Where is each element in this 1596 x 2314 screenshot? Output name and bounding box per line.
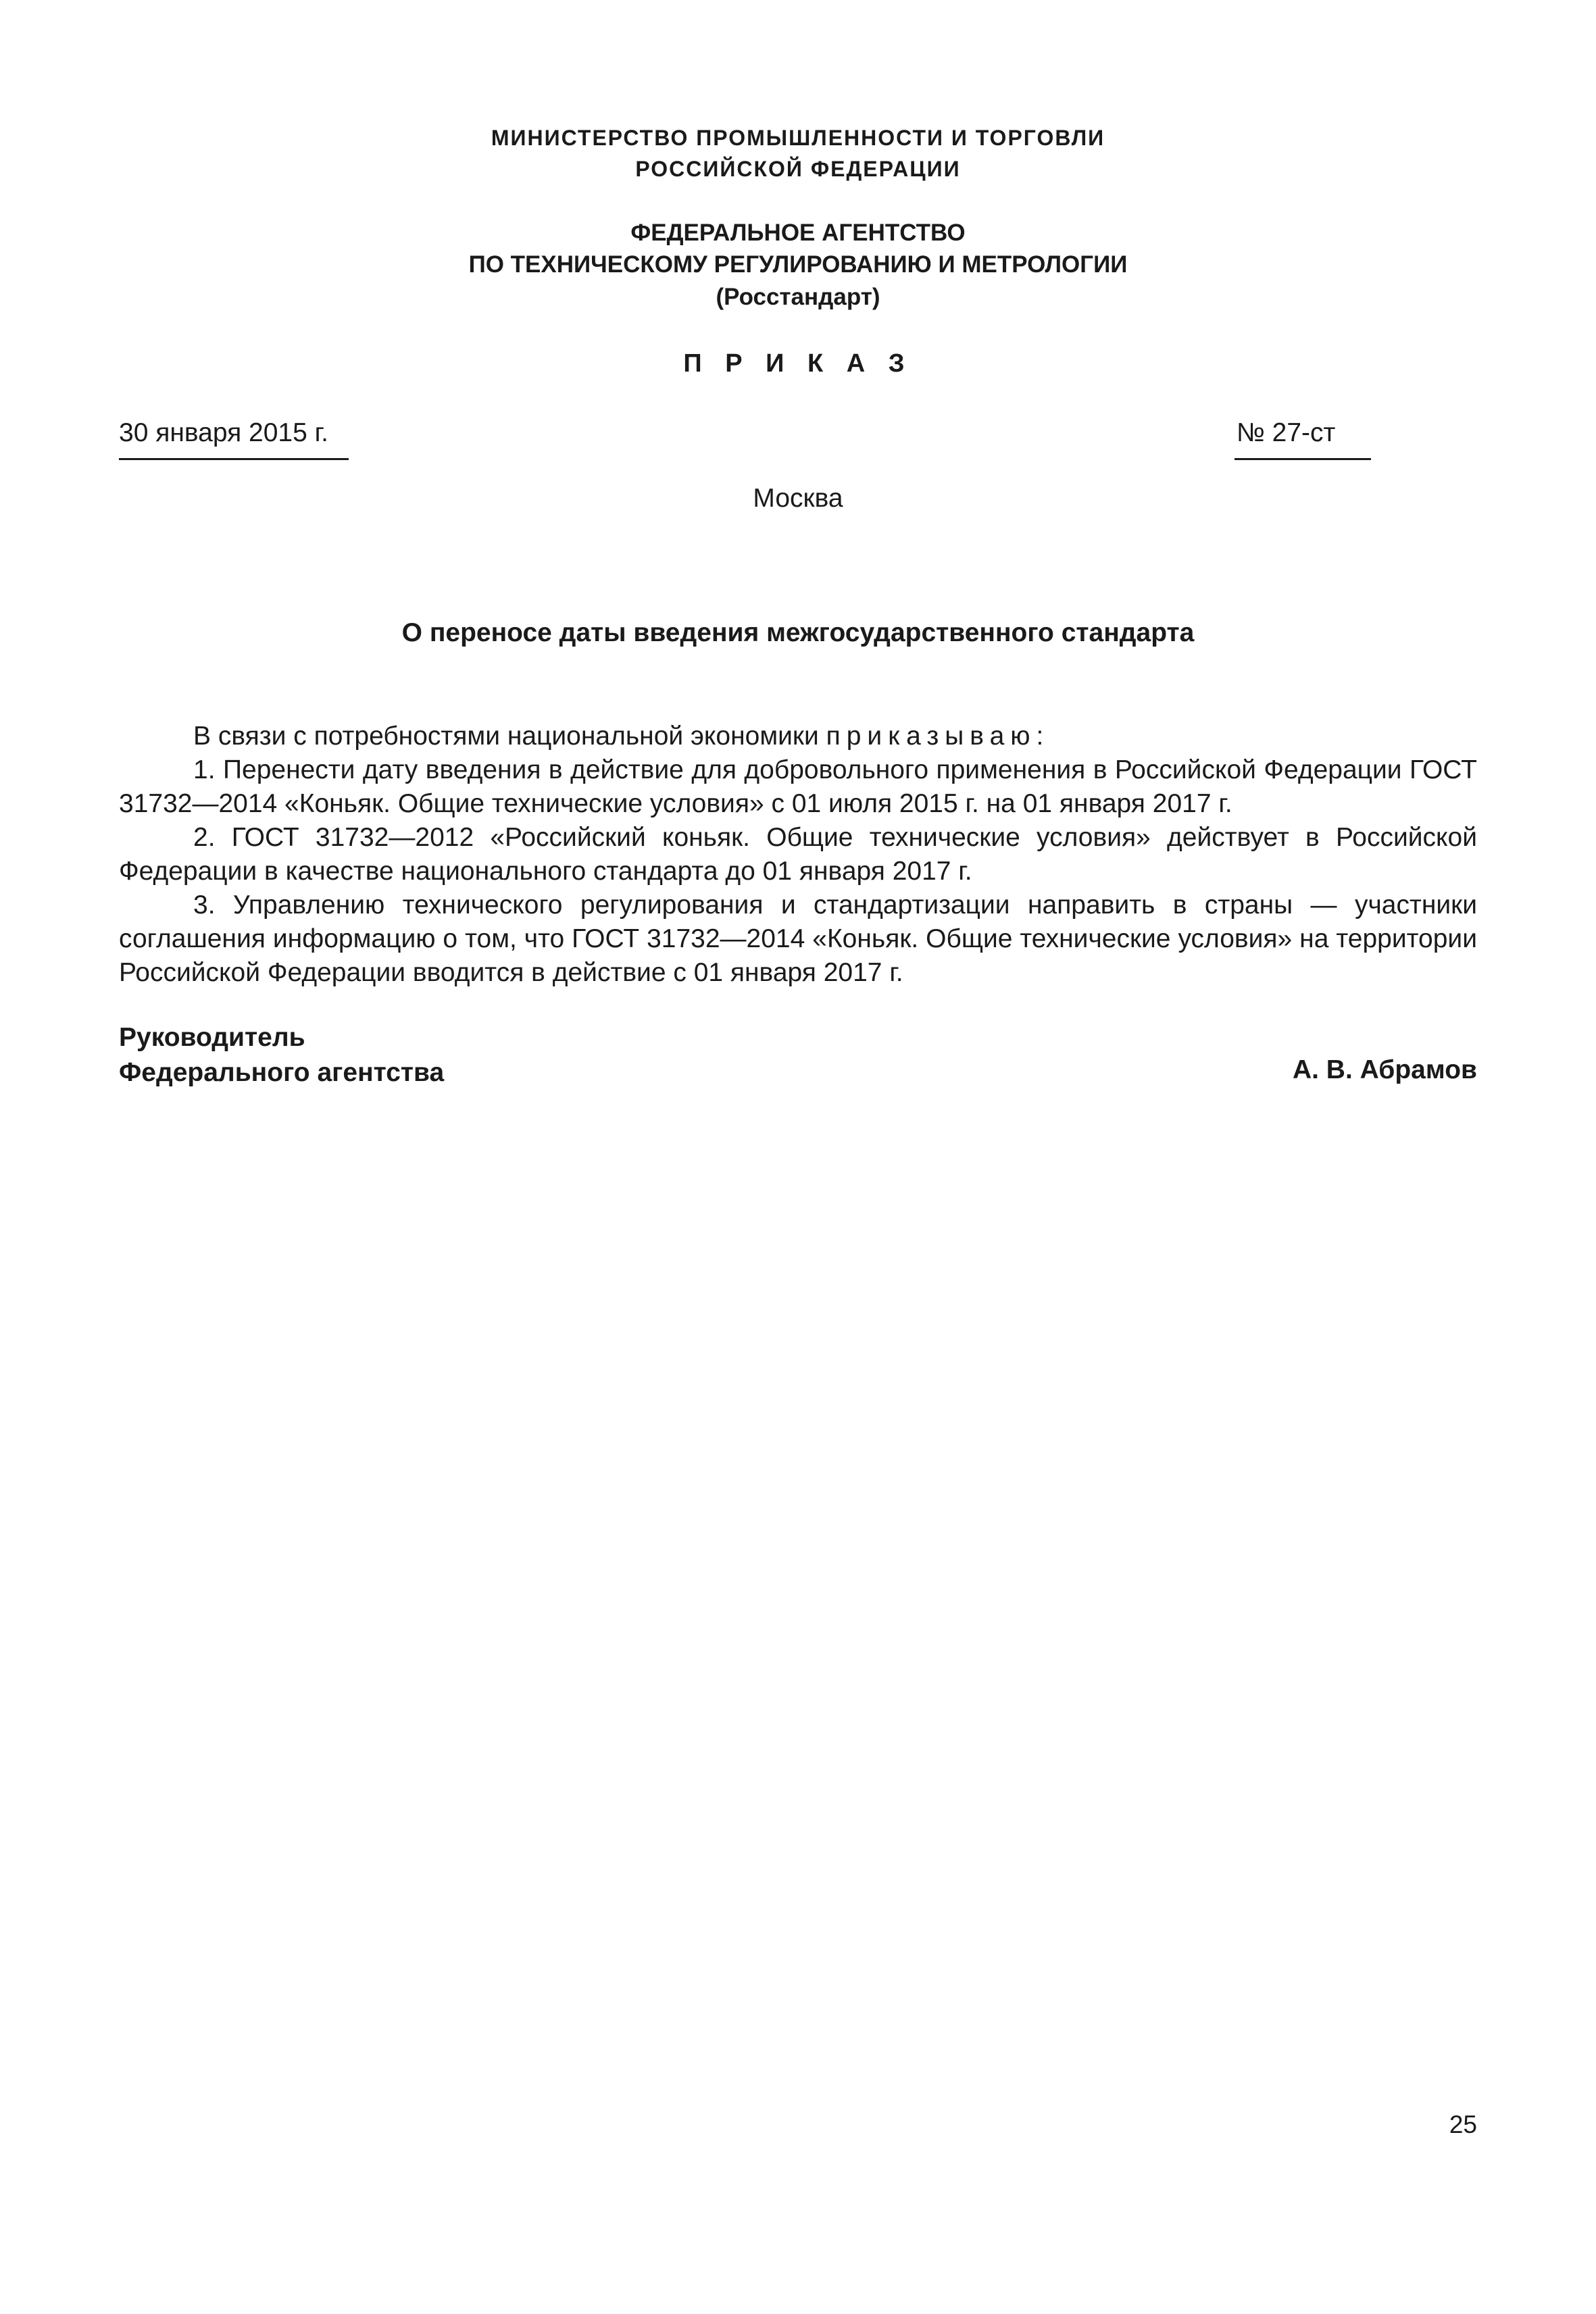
document-date: 30 января 2015 г. — [119, 418, 328, 447]
signatory-name: А. В. Абрамов — [1292, 1055, 1477, 1084]
document-type: П Р И К А З — [683, 349, 913, 378]
page-number: 25 — [1449, 2111, 1477, 2138]
document-city: Москва — [753, 484, 843, 513]
signatory-role-line1: Руководитель — [119, 1023, 305, 1052]
date-underline — [119, 458, 349, 460]
ministry-name-line1: МИНИСТЕРСТВО ПРОМЫШЛЕННОСТИ И ТОРГОВЛИ — [491, 126, 1105, 150]
document-body — [119, 720, 1477, 990]
signatory-role-line2: Федерального агентства — [119, 1058, 445, 1087]
intro-keyword: приказываю — [826, 722, 1037, 751]
agency-name-line1: ФЕДЕРАЛЬНОЕ АГЕНТСТВО — [630, 220, 966, 246]
order-item-3: 3. Управлению технического регулирования и стандартизации направить в страны — участники соглашения информацию о том, что ГОСТ 31732—2014 «Коньяк. Общие технические условия» на территории Российской Федерации вводится в действие с 01 января 2017 г. — [119, 890, 1477, 987]
agency-name-line2: ПО ТЕХНИЧЕСКОМУ РЕГУЛИРОВАНИЮ И МЕТРОЛОГИИ — [468, 251, 1128, 278]
agency-short-name: (Росстандарт) — [716, 284, 880, 310]
order-item-2: 2. ГОСТ 31732—2012 «Российский коньяк. Общие технические условия» действует в Российской Федерации в качестве национального стандарта до 01 января 2017 г. — [119, 823, 1477, 886]
number-underline — [1235, 458, 1371, 460]
document-number: № 27-ст — [1237, 418, 1336, 447]
order-item-1: 1. Перенести дату введения в действие для добровольного применения в Российской Федерации ГОСТ 31732—2014 «Коньяк. Общие технические условия» с 01 июля 2015 г. на 01 января 2017 г. — [119, 755, 1477, 818]
signatory-role — [119, 1020, 444, 1090]
intro-paragraph: В связи с потребностями национальной экономики приказываю: — [193, 722, 1044, 751]
document-title: О переносе даты введения межгосударственного стандарта — [401, 618, 1195, 647]
ministry-name-line2: РОССИЙСКОЙ ФЕДЕРАЦИИ — [635, 157, 961, 181]
